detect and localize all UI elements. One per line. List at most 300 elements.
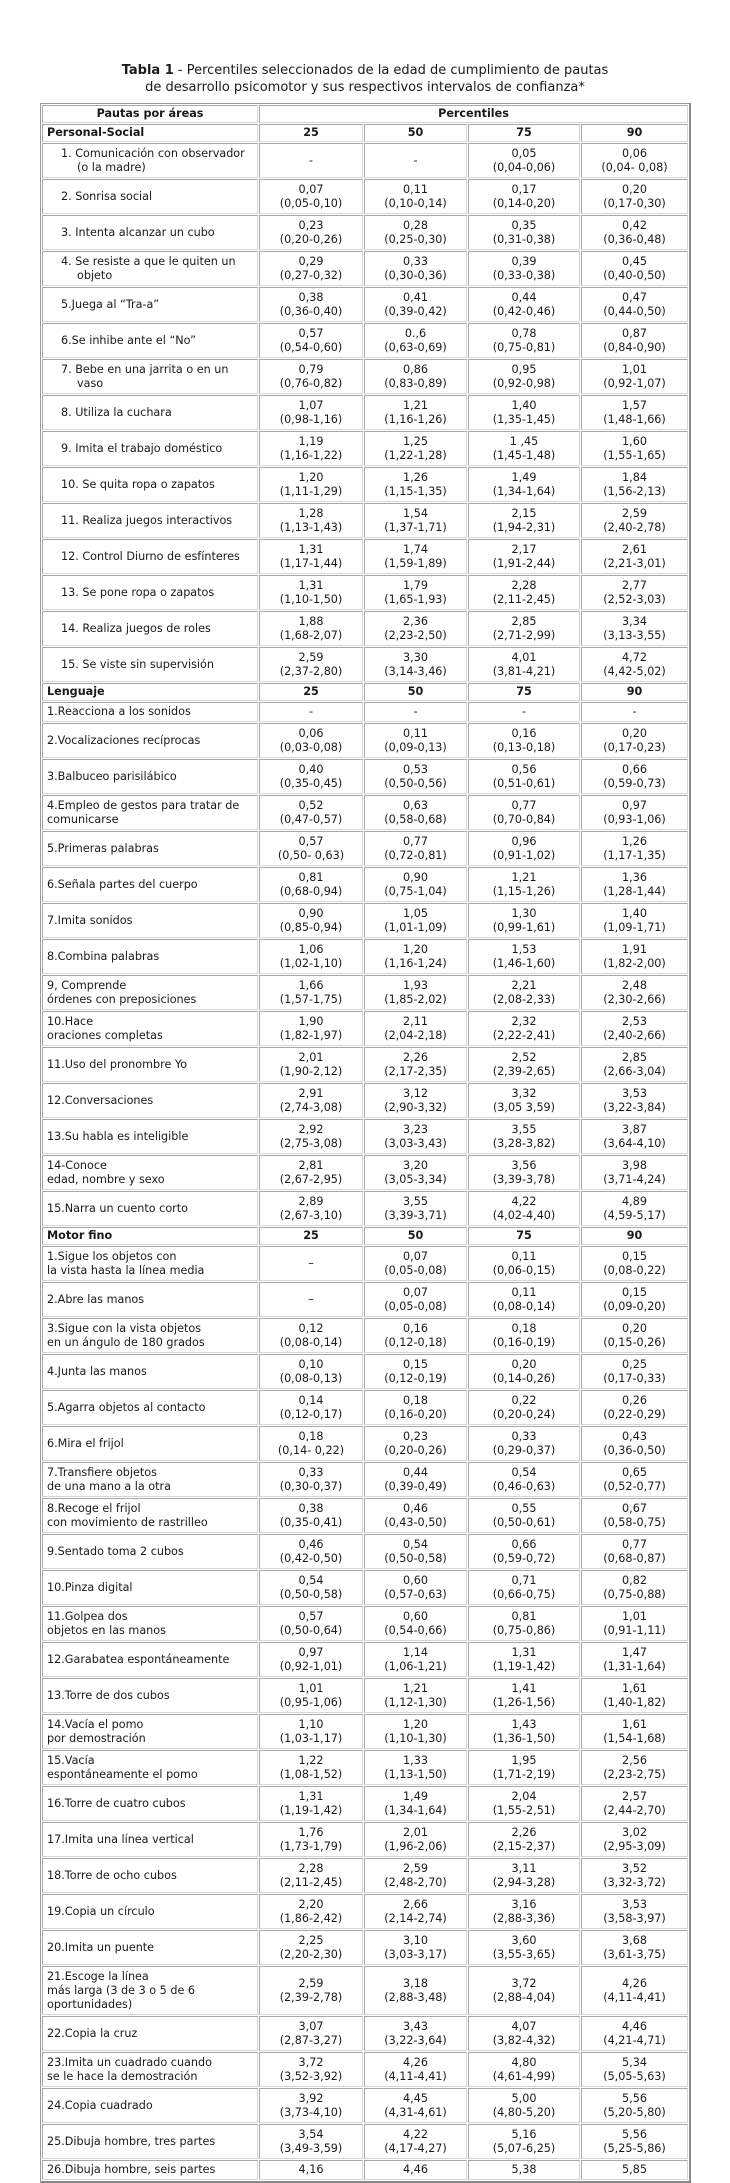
percentile-value: 3,23 [403,1122,428,1136]
percentile-value: 0,81 [511,1609,537,1623]
percentile-value: 1,53 [511,942,537,956]
percentile-cell [364,1191,467,1226]
percentile-value: 1,30 [511,906,537,920]
row-label [42,575,258,610]
confidence-interval: (0,70-0,84) [492,812,556,826]
table-row [42,1119,688,1154]
row-label-text: 14.Vacía el pomo por demostración [47,1717,146,1745]
confidence-interval: (1,71-2,19) [492,1767,556,1781]
confidence-interval: (2,71-2,99) [492,628,556,642]
percentile-cell [581,795,688,830]
percentile-cell [581,2016,688,2051]
confidence-interval: (0,17-0,23) [603,740,666,754]
percentile-cell [581,647,688,682]
percentile-value: 0,25 [622,1357,647,1371]
confidence-interval: (0,05-0,10) [279,196,343,210]
percentile-value: 2,32 [511,1014,537,1028]
percentile-value: 0,90 [403,870,428,884]
confidence-interval: (2,67-3,10) [279,1208,343,1222]
percentile-value: 1,10 [298,1717,324,1731]
confidence-interval: (3,39-3,78) [492,1172,556,1186]
percentile-cell [259,359,363,394]
row-label [42,1390,258,1425]
percentile-value: 1,01 [622,1609,647,1623]
confidence-interval: (0,92-0,98) [492,376,556,390]
confidence-interval: (0,50- 0,63) [277,848,345,862]
percentile-value: 1,54 [403,506,428,520]
row-label [42,1426,258,1461]
table-row [42,1930,688,1965]
percentile-value: 1,61 [622,1681,647,1695]
confidence-interval: (5,07-6,25) [492,2141,556,2155]
percentile-cell [364,575,467,610]
percentile-cell [468,467,580,502]
percentile-cell [364,611,467,646]
percentile-cell [364,251,467,286]
percentile-cell [581,1570,688,1605]
table-row [42,1570,688,1605]
percentile-value: 2,28 [298,1861,324,1875]
percentile-value: 3,98 [622,1158,647,1172]
confidence-interval: (0,20-0,26) [279,232,343,246]
percentile-value: 2,01 [403,1825,428,1839]
row-label [42,1282,258,1317]
percentile-cell [581,1246,688,1281]
confidence-interval: (0,20-0,26) [384,1443,447,1457]
percentile-cell [259,467,363,502]
percentile-cell [364,323,467,358]
percentile-cell [468,2088,580,2123]
percentile-value: 0,66 [622,762,647,776]
percentile-cell [364,1534,467,1569]
row-label [42,1354,258,1389]
confidence-interval: (5,20-5,80) [603,2105,666,2119]
percentile-value: 0,11 [511,1285,537,1299]
percentile-value: 1,60 [622,434,647,448]
percentile-value: 4,07 [511,2019,537,2033]
confidence-interval: (2,20-2,30) [279,1947,343,1961]
percentile-value: 0,07 [403,1249,428,1263]
confidence-interval: (3,58-3,97) [603,1911,666,1925]
percentile-cell [581,759,688,794]
confidence-interval: (3,39-3,71) [384,1208,447,1222]
percentile-value: 3,53 [622,1897,647,1911]
confidence-interval: (0,59-0,72) [492,1551,556,1565]
percentile-value: 0,95 [511,362,537,376]
percentile-cell [259,2016,363,2051]
table-row [42,1047,688,1082]
confidence-interval: (0,35-0,41) [279,1515,343,1529]
confidence-interval: (1,82-2,00) [603,956,666,970]
percentile-value: 1,25 [403,434,428,448]
table-row [42,359,688,394]
confidence-interval: (2,87-3,27) [279,2033,343,2047]
percentile-cell [364,1822,467,1857]
percentile-cell [468,795,580,830]
percentile-cell [259,1191,363,1226]
percentile-value: 2,91 [298,1086,324,1100]
percentile-value: 0,28 [403,218,428,232]
percentile-value: 3,34 [622,614,647,628]
table-row [42,1498,688,1533]
percentile-cell [468,1786,580,1821]
percentile-value: 0,16 [511,726,537,740]
percentile-value: 0,07 [298,182,324,196]
percentile-value: 0,16 [403,1321,428,1335]
table-body [42,105,688,2180]
percentile-cell [364,759,467,794]
row-label-text: 13.Su habla es inteligible [47,1129,189,1143]
percentile-value: 1,90 [298,1014,324,1028]
confidence-interval: (2,75-3,08) [279,1136,343,1150]
percentile-value: 0,35 [511,218,537,232]
confidence-interval: (2,17-2,35) [384,1064,447,1078]
percentile-value: 1,66 [298,978,324,992]
confidence-interval: (1,57-1,75) [279,992,343,1006]
confidence-interval: (0,36-0,40) [279,304,343,318]
percentile-cell [259,1930,363,1965]
percentile-value: 0,77 [511,798,537,812]
table-row [42,2052,688,2087]
percentile-cell [468,1318,580,1353]
caption-line-2: de desarrollo psicomotor y sus respectivos intervalos de confianza* [145,80,585,95]
confidence-interval: (1,37-1,71) [384,520,447,534]
percentile-cell [468,1930,580,1965]
confidence-interval: (0,08-0,14) [279,1335,343,1349]
percentile-value: 1,20 [403,1717,428,1731]
percentile-cell [468,759,580,794]
row-label-text: 16.Torre de cuatro cubos [47,1796,186,1810]
percentile-value: 0,60 [403,1609,428,1623]
row-label [42,179,258,214]
row-label [42,1822,258,1857]
percentile-value: 0,57 [298,326,324,340]
percentile-cell [364,215,467,250]
percentile-value: 0,38 [298,1501,324,1515]
percentile-value: 2,20 [298,1897,324,1911]
percentile-value: 0,44 [403,1465,428,1479]
percentile-cell [468,1426,580,1461]
row-label [42,795,258,830]
confidence-interval: (0,75-0,86) [492,1623,556,1637]
percentile-cell [259,1678,363,1713]
table-header-row [42,105,688,123]
table-row [42,1894,688,1929]
percentile-value: 0,33 [298,1465,324,1479]
row-label-text: 4.Empleo de gestos para tratar de comunicarse [47,798,240,826]
percentile-cell [364,795,467,830]
percentile-cell [259,1750,363,1785]
confidence-interval: (0,75-0,88) [603,1587,666,1601]
percentile-value: 3,72 [511,1976,537,1990]
percentile-cell [468,1678,580,1713]
percentile-value: 2,01 [298,1050,324,1064]
percentile-value: 0,11 [511,1249,537,1263]
row-label [42,1155,258,1190]
confidence-interval: (0,54-0,60) [279,340,343,354]
row-label [42,1750,258,1785]
confidence-interval: (1,68-2,07) [279,628,343,642]
percentile-value: 0,11 [403,182,428,196]
percentile-value: - [413,153,418,167]
row-label [42,1570,258,1605]
percentile-cell [259,795,363,830]
table-row [42,575,688,610]
percentile-cell [259,1894,363,1929]
percentile-value: 2,77 [622,578,647,592]
confidence-interval: (0,04-0,06) [492,160,556,174]
percentile-cell [259,1426,363,1461]
percentile-cell [259,759,363,794]
percentile-value: 1,36 [622,870,647,884]
confidence-interval: (2,48-2,70) [384,1875,447,1889]
percentile-cell [364,287,467,322]
percentile-value: 0,71 [511,1573,537,1587]
row-label [42,1246,258,1281]
percentile-cell [468,1390,580,1425]
confidence-interval: (0,84-0,90) [603,340,666,354]
confidence-interval: (0,83-0,89) [384,376,447,390]
percentile-cell [364,1750,467,1785]
confidence-interval: (0,27-0,32) [279,268,343,282]
percentile-cell [259,611,363,646]
percentile-value: 2,92 [298,1122,324,1136]
row-label-text: 2.Vocalizaciones recíprocas [47,733,201,747]
table-row [42,939,688,974]
confidence-interval: (0,75-1,04) [384,884,447,898]
row-label [42,1894,258,1929]
percentile-cell [468,1642,580,1677]
row-label-text: 11. Realiza juegos interactivos [61,513,233,527]
caption-line-1 [0,62,730,79]
percentile-cell [581,143,688,178]
percentile-cell [581,1390,688,1425]
confidence-interval: (0,51-0,61) [492,776,556,790]
confidence-interval: (0,08-0,22) [603,1263,666,1277]
percentile-value: 0,18 [403,1393,428,1407]
percentile-header: 75 [468,1227,580,1245]
percentile-cell [364,1966,467,2015]
percentile-value: 5,56 [622,2091,647,2105]
percentile-value: 4,26 [403,2055,428,2069]
percentile-cell [581,2160,688,2180]
confidence-interval: (0,68-0,87) [603,1551,666,1565]
percentile-cell [581,323,688,358]
confidence-interval: (2,11-2,45) [492,592,556,606]
percentile-cell [581,702,688,722]
percentile-value: 1,21 [511,870,537,884]
confidence-interval: (0,42-0,50) [279,1551,343,1565]
percentile-value: 1,14 [403,1645,428,1659]
confidence-interval: (1,96-2,06) [384,1839,447,1853]
percentile-value: 0,15 [622,1285,647,1299]
row-label-text: 5.Agarra objetos al contacto [47,1400,206,1414]
percentile-value: 0,33 [403,254,428,268]
confidence-interval: (0,99-1,61) [492,920,556,934]
percentile-cell [468,611,580,646]
row-label-text: 13.Torre de dos cubos [47,1688,170,1702]
percentile-cell [364,503,467,538]
percentile-value: 0,18 [511,1321,537,1335]
percentile-value: 4,89 [622,1194,647,1208]
percentile-cell [468,2160,580,2180]
percentile-cell [259,1246,363,1281]
percentile-cell [581,1191,688,1226]
confidence-interval: (4,31-4,61) [384,2105,447,2119]
row-label [42,647,258,682]
confidence-interval: (0,13-0,18) [492,740,556,754]
confidence-interval: (2,04-2,18) [384,1028,447,1042]
confidence-interval: (1,34-1,64) [384,1803,447,1817]
percentile-cell [581,831,688,866]
percentile-header: 25 [259,683,363,701]
percentile-value: 0,05 [511,146,537,160]
percentile-value: 0,07 [403,1285,428,1299]
confidence-interval: (4,61-4,99) [492,2069,556,2083]
percentile-cell [364,2016,467,2051]
table-row [42,867,688,902]
percentile-cell [581,2052,688,2087]
percentile-value: 1,41 [511,1681,537,1695]
confidence-interval: (1,16-1,26) [384,412,447,426]
percentile-value: 0,97 [622,798,647,812]
row-label-text: 3.Balbuceo parisilábico [47,769,177,783]
row-label-text: 24.Copia cuadrado [47,2098,153,2112]
percentile-cell [468,647,580,682]
percentile-value: 1,07 [298,398,324,412]
percentile-cell [581,1858,688,1893]
table-row [42,903,688,938]
percentile-value: 0,47 [622,290,647,304]
confidence-interval: (1,86-2,42) [279,1911,343,1925]
percentile-cell [364,395,467,430]
percentile-value: 2,17 [511,542,537,556]
confidence-interval: (1,01-1,09) [384,920,447,934]
row-label-text: 22.Copia la cruz [47,2026,138,2040]
percentile-cell [364,1786,467,1821]
percentile-value: 0,55 [511,1501,537,1515]
percentile-cell [581,251,688,286]
percentile-value: 3,18 [403,1976,428,1990]
confidence-interval: (2,37-2,80) [279,664,343,678]
percentile-value: 2,59 [298,1976,324,1990]
confidence-interval: (1,03-1,17) [279,1731,343,1745]
row-label [42,539,258,574]
table-row [42,647,688,682]
confidence-interval: (0,42-0,46) [492,304,556,318]
percentile-value: 3,11 [511,1861,537,1875]
percentile-cell [259,1155,363,1190]
confidence-interval: (2,39-2,65) [492,1064,556,1078]
row-label [42,359,258,394]
percentile-value: 3,07 [298,2019,324,2033]
percentile-value: 0,15 [403,1357,428,1371]
row-label-text: 14-Conoce edad, nombre y sexo [47,1158,165,1186]
percentile-cell [259,179,363,214]
percentile-cell [259,1822,363,1857]
percentile-value: 0,38 [298,290,324,304]
percentile-value: 2,25 [298,1933,324,1947]
confidence-interval: (1,31-1,64) [603,1659,666,1673]
row-label [42,831,258,866]
row-label-text: 13. Se pone ropa o zapatos [61,585,215,599]
confidence-interval: (1,65-1,93) [384,592,447,606]
confidence-interval: (1,11-1,29) [279,484,343,498]
percentile-value: 0,23 [403,1429,428,1443]
caption-text: - Percentiles seleccionados de la edad de cumplimiento de pautas [173,63,609,78]
confidence-interval: (0,92-1,07) [603,376,666,390]
percentile-cell [364,1894,467,1929]
row-label [42,867,258,902]
confidence-interval: (0,16-0,19) [492,1335,556,1349]
percentile-value: 0,53 [403,762,428,776]
confidence-interval: (1,22-1,28) [384,448,447,462]
confidence-interval: (3,03-3,17) [384,1947,447,1961]
table-row [42,1642,688,1677]
percentile-value: 0,90 [298,906,324,920]
row-label [42,143,258,178]
confidence-interval: (0,39-0,49) [384,1479,447,1493]
row-label-text: 15.Narra un cuento corto [47,1201,188,1215]
percentile-cell [468,1047,580,1082]
row-label-text: 9. Imita el trabajo doméstico [61,441,223,455]
confidence-interval: (0,05-0,08) [384,1299,447,1313]
row-label [42,1606,258,1641]
percentile-cell [468,831,580,866]
percentile-cell [259,2052,363,2087]
confidence-interval: (1,54-1,68) [603,1731,666,1745]
row-label-text: 15.Vacía espontáneamente el pomo [47,1753,198,1781]
row-label-text: 25.Dibuja hombre, tres partes [47,2134,216,2148]
confidence-interval: (1,09-1,71) [603,920,666,934]
confidence-interval: (1,15-1,26) [492,884,556,898]
table-row [42,395,688,430]
percentile-value: 3,43 [403,2019,428,2033]
confidence-interval: (3,61-3,75) [603,1947,666,1961]
percentile-value: 0,57 [298,834,324,848]
confidence-interval: (0,50-0,61) [492,1515,556,1529]
percentile-value: 3,30 [403,650,428,664]
percentile-value: 0,20 [511,1357,537,1371]
row-label-text: 12. Control Diurno de esfínteres [61,549,240,563]
percentile-value: 1,40 [511,398,537,412]
percentile-value: 0,06 [622,146,647,160]
confidence-interval: (1,16-1,24) [384,956,447,970]
percentile-value: 1,57 [622,398,647,412]
confidence-interval: (0,63-0,69) [384,340,447,354]
row-label-text: 7.Transfiere objetos de una mano a la otra [47,1465,171,1493]
confidence-interval: (3,05 3,59) [492,1100,556,1114]
table-row [42,1318,688,1353]
confidence-interval: (3,14-3,46) [384,664,447,678]
row-label-text: 14. Realiza juegos de roles [61,621,211,635]
row-label-text: 1. Comunicación con observador (o la madre) [61,146,245,174]
percentile-cell [364,831,467,866]
row-label [42,1714,258,1749]
confidence-interval: (0,57-0,63) [384,1587,447,1601]
percentile-cell [364,2160,467,2180]
percentile-cell [468,1498,580,1533]
percentile-value: 0,87 [622,326,647,340]
confidence-interval: (2,40-2,78) [603,520,666,534]
confidence-interval: (0,10-0,14) [384,196,447,210]
table-row [42,1678,688,1713]
confidence-interval: (1,10-1,50) [279,592,343,606]
row-label [42,975,258,1010]
row-label [42,759,258,794]
confidence-interval: (2,90-3,32) [384,1100,447,1114]
percentile-cell [581,1318,688,1353]
